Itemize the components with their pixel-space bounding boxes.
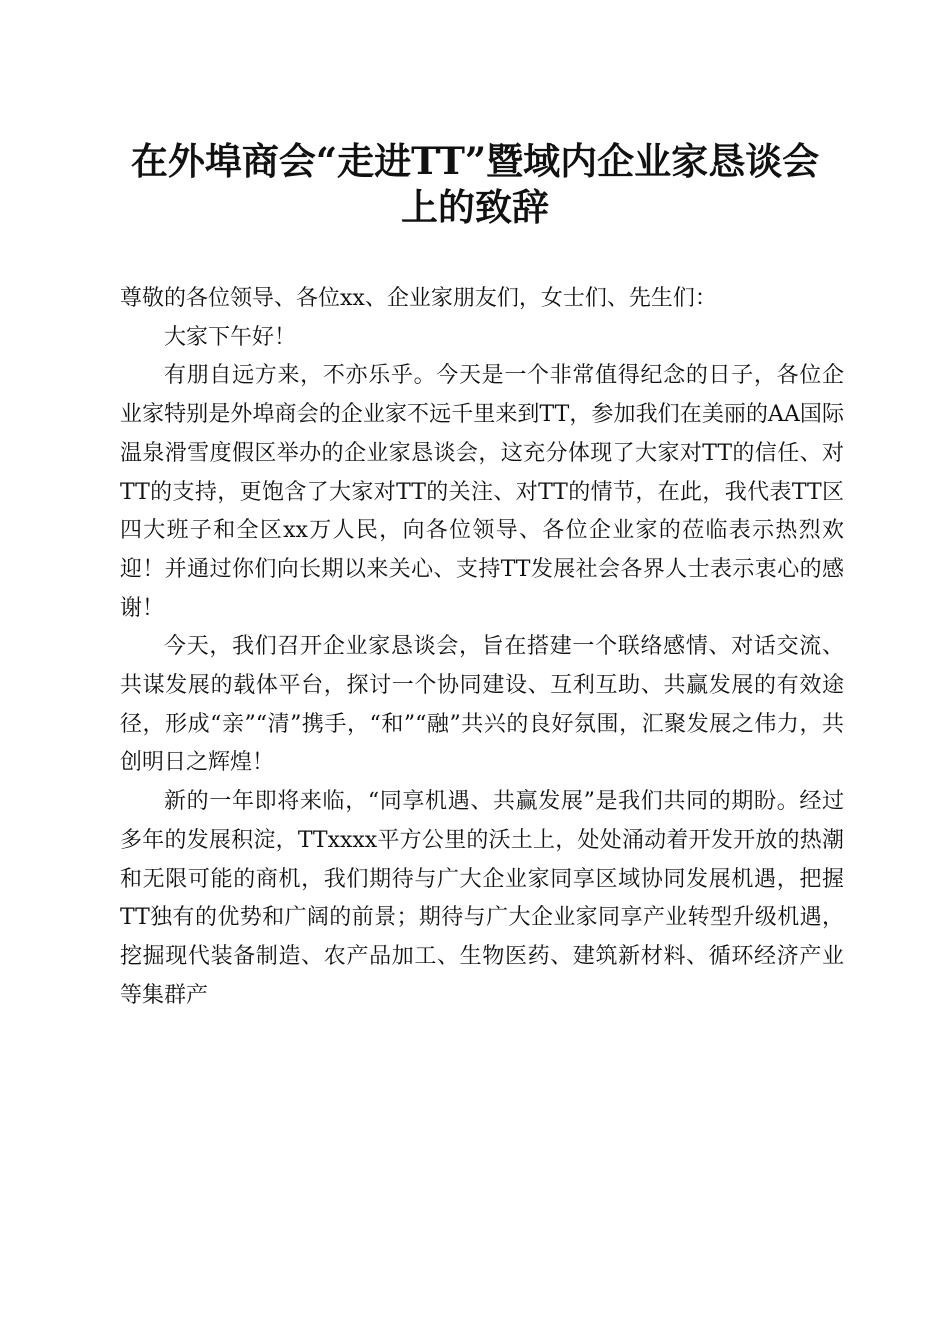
title-line-1: 在外埠商会“走进TT”暨域内企业家恳谈会 (130, 139, 820, 183)
paragraph: 新的一年即将来临，“同享机遇、共赢发展”是我们共同的期盼。经过多年的发展积淀，TTxxxx平方公里的沃土上，处处涌动着开发开放的热潮和无限可能的商机，我们期待与广大企业家同享区域协同发展机遇，把握TT独有的优势和广阔的前景；期待与广大企业家同享产业转型升级机遇，挖掘现代装备制造、农产品加工、生物医药、建筑新材料、循环经济产业等集群产 (120, 789, 844, 1008)
document-body (120, 280, 844, 1015)
paragraph: 今天，我们召开企业家恳谈会，旨在搭建一个联络感情、对话交流、共谋发展的载体平台，探讨一个协同建设、互利互助、共赢发展的有效途径，形成“亲”“清”携手，“和”“融”共兴的良好氛围，汇聚发展之伟力，共创明日之辉煌！ (120, 634, 844, 776)
paragraph: 大家下午好！ (164, 324, 297, 350)
title-line-2: 上的致辞 (401, 185, 549, 229)
paragraph: 有朋自远方来，不亦乐乎。今天是一个非常值得纪念的日子，各位企业家特别是外埠商会的企业家不远千里来到TT，参加我们在美丽的AA国际温泉滑雪度假区举办的企业家恳谈会，这充分体现了大家对TT的信任、对TT的支持，更饱含了大家对TT的关注、对TT的情节，在此，我代表TT区四大班子和全区xx万人民，向各位领导、各位企业家的莅临表示热烈欢迎！并通过你们向长期以来关心、支持TT发展社会各界人士表示衷心的感谢！ (120, 363, 844, 621)
salutation: 尊敬的各位领导、各位xx、企业家朋友们，女士们、先生们： (120, 286, 717, 311)
document-title (95, 138, 855, 230)
